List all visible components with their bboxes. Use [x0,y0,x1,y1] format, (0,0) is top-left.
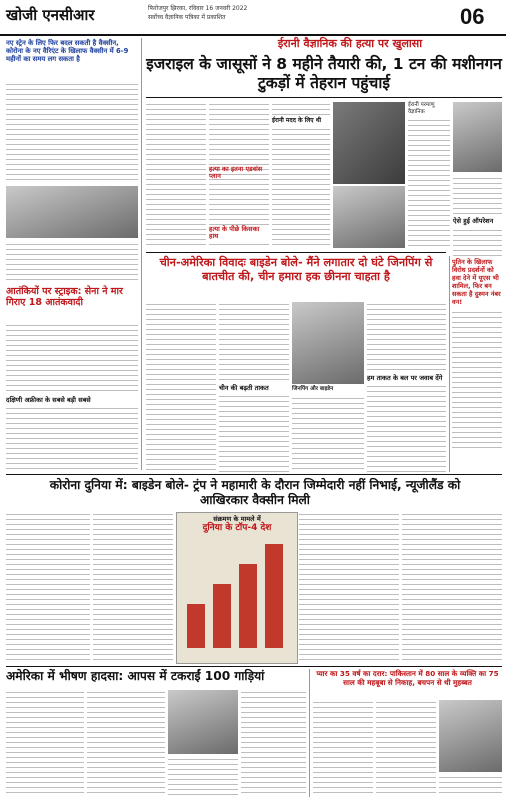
left-body-text-3 [6,323,138,393]
section-rule [146,252,446,253]
top-story-headline: इजराइल के जासूसों ने 8 महीने तैयारी की, 1 टन की मशीनगन टुकड़ों में तेहरान पहुंचाई [146,55,502,92]
top-story-box-3: ईरानी मदद के लिए थी [272,118,330,125]
top-story-photo-2 [333,186,405,248]
pakistan-headline: प्यार का 35 वर्ष का दरार: पाकिस्तान में 80 साल के व्यक्ति का 75 साल की महबूबा से निकाह, बचपन से थी मुहब्बत [316,669,499,687]
us-crash-photo [168,690,238,754]
us-crash-col-1 [6,690,84,796]
china-sub-2: हम ताकत के बल पर जवाब देंगे [367,374,443,382]
corona-col-2 [93,512,173,662]
chart-bar-4 [265,544,283,648]
chart-title: दुनिया के टॉप-4 देश [202,523,272,534]
pakistan-photo [439,700,502,772]
china-col-1 [146,302,216,472]
column-divider-3 [309,669,310,797]
top-story-side-head: ऐसे हुई ऑपरेशन [453,217,494,225]
china-sub-1: चीन की बढ़ती ताकत [219,384,269,392]
us-crash-col-2 [87,690,165,796]
top-story-box-1: हत्या का इतना एडवांस प्लान [209,165,263,181]
top-story-col-6 [453,228,502,256]
china-col-2 [219,302,289,382]
pakistan-col-2 [376,700,436,796]
top-story-col-5 [453,176,502,216]
top-story-kicker: ईरानी वैज्ञानिक की हत्या पर खुलासा [277,37,423,50]
column-divider [141,38,142,470]
china-story-headline: चीन-अमेरिका विवादः बाइडेन बोले- मैंने लगातार दो घंटे जिनपिंग से बातचीत की, चीन हमारा हक छीनना चाहता है [159,256,433,283]
us-crash-headline: अमेरिका में भीषण हादसा: आपस में टकराईं 100 गाड़ियां [6,669,265,683]
headline-rule [146,97,502,98]
corona-col-4 [402,512,502,662]
chart-bar-1 [187,604,205,648]
china-col-2b [219,394,289,472]
top-story-box-2: हत्या के पीछे किसका हाथ [209,226,269,241]
column-divider-2 [449,256,450,472]
us-crash-col-3 [168,757,238,796]
china-col-4b [367,384,446,472]
chart-graphic [177,534,295,654]
top-story-photo-1 [333,102,405,184]
meta-line-1: फिरोजपुर झिरका, रविवार 16 जनवरी 2022 [148,5,248,12]
china-photo-caption: जिनपिंग और बाइडेन [292,386,334,392]
chart-bar-3 [239,564,257,648]
left-subhead-2: दक्षिणी अफ्रीका के सबसे बड़ी सबसे [6,396,91,404]
corona-col-1 [6,512,90,662]
left-body-text-2 [6,242,138,282]
top-story-photo-3 [453,102,502,172]
corona-story-headline: कोरोना दुनिया में: बाइडेन बोले- ट्रंप ने महामारी के दौरान जिम्मेदारी नहीं निभाई, न्यूजीलैंड को आखिरकार वैक्सीन मिली [49,478,461,507]
section-rule-3 [6,666,502,667]
meta-line-2: सर्वोच्च वैज्ञानिक पत्रिका में प्रकाशित [148,14,226,21]
section-rule-2 [6,474,502,475]
left-body-text [6,82,138,182]
top-story-photo-caption: ईरानी परमाणु वैज्ञानिक [408,102,435,115]
putin-story-text [452,310,502,450]
left-body-text-4 [6,406,138,470]
left-headline: नए स्ट्रेन के लिए फिर बदल सकती है वैक्सीन, कोरोना के नए वैरिएंट के खिलाफ वैक्सीन में 6-9 महीनों का समय लग सकता है [6,39,129,63]
pakistan-col-3 [439,775,502,796]
top-story-caption-text [408,118,450,248]
section-title: खोजी एनसीआर [6,6,95,24]
left-photo [6,186,138,238]
masthead-meta [148,4,398,22]
us-crash-col-4 [241,690,306,796]
putin-story-headline: पुतिन के खिलाफ विरोध प्रदर्शनों को हवा देने में यूएस भी शामिल, फिर बन सकता है दुश्मन नंबर वन! [452,258,501,306]
china-col-4 [367,302,446,372]
corona-col-3 [299,512,399,662]
page-number: 06 [460,4,485,29]
left-subhead: आतंकियों पर स्ट्राइक: सेना ने मार गिराए 18 आतंकवादी [6,286,123,308]
china-photo [292,302,364,384]
china-col-3 [292,396,364,472]
chart-kicker: संक्रमण के मामले में [213,515,261,523]
top-story-col-1 [146,102,206,248]
pakistan-col-1 [313,700,373,796]
chart-bar-2 [213,584,231,648]
putin-story [452,258,502,472]
corona-infographic [176,512,298,664]
